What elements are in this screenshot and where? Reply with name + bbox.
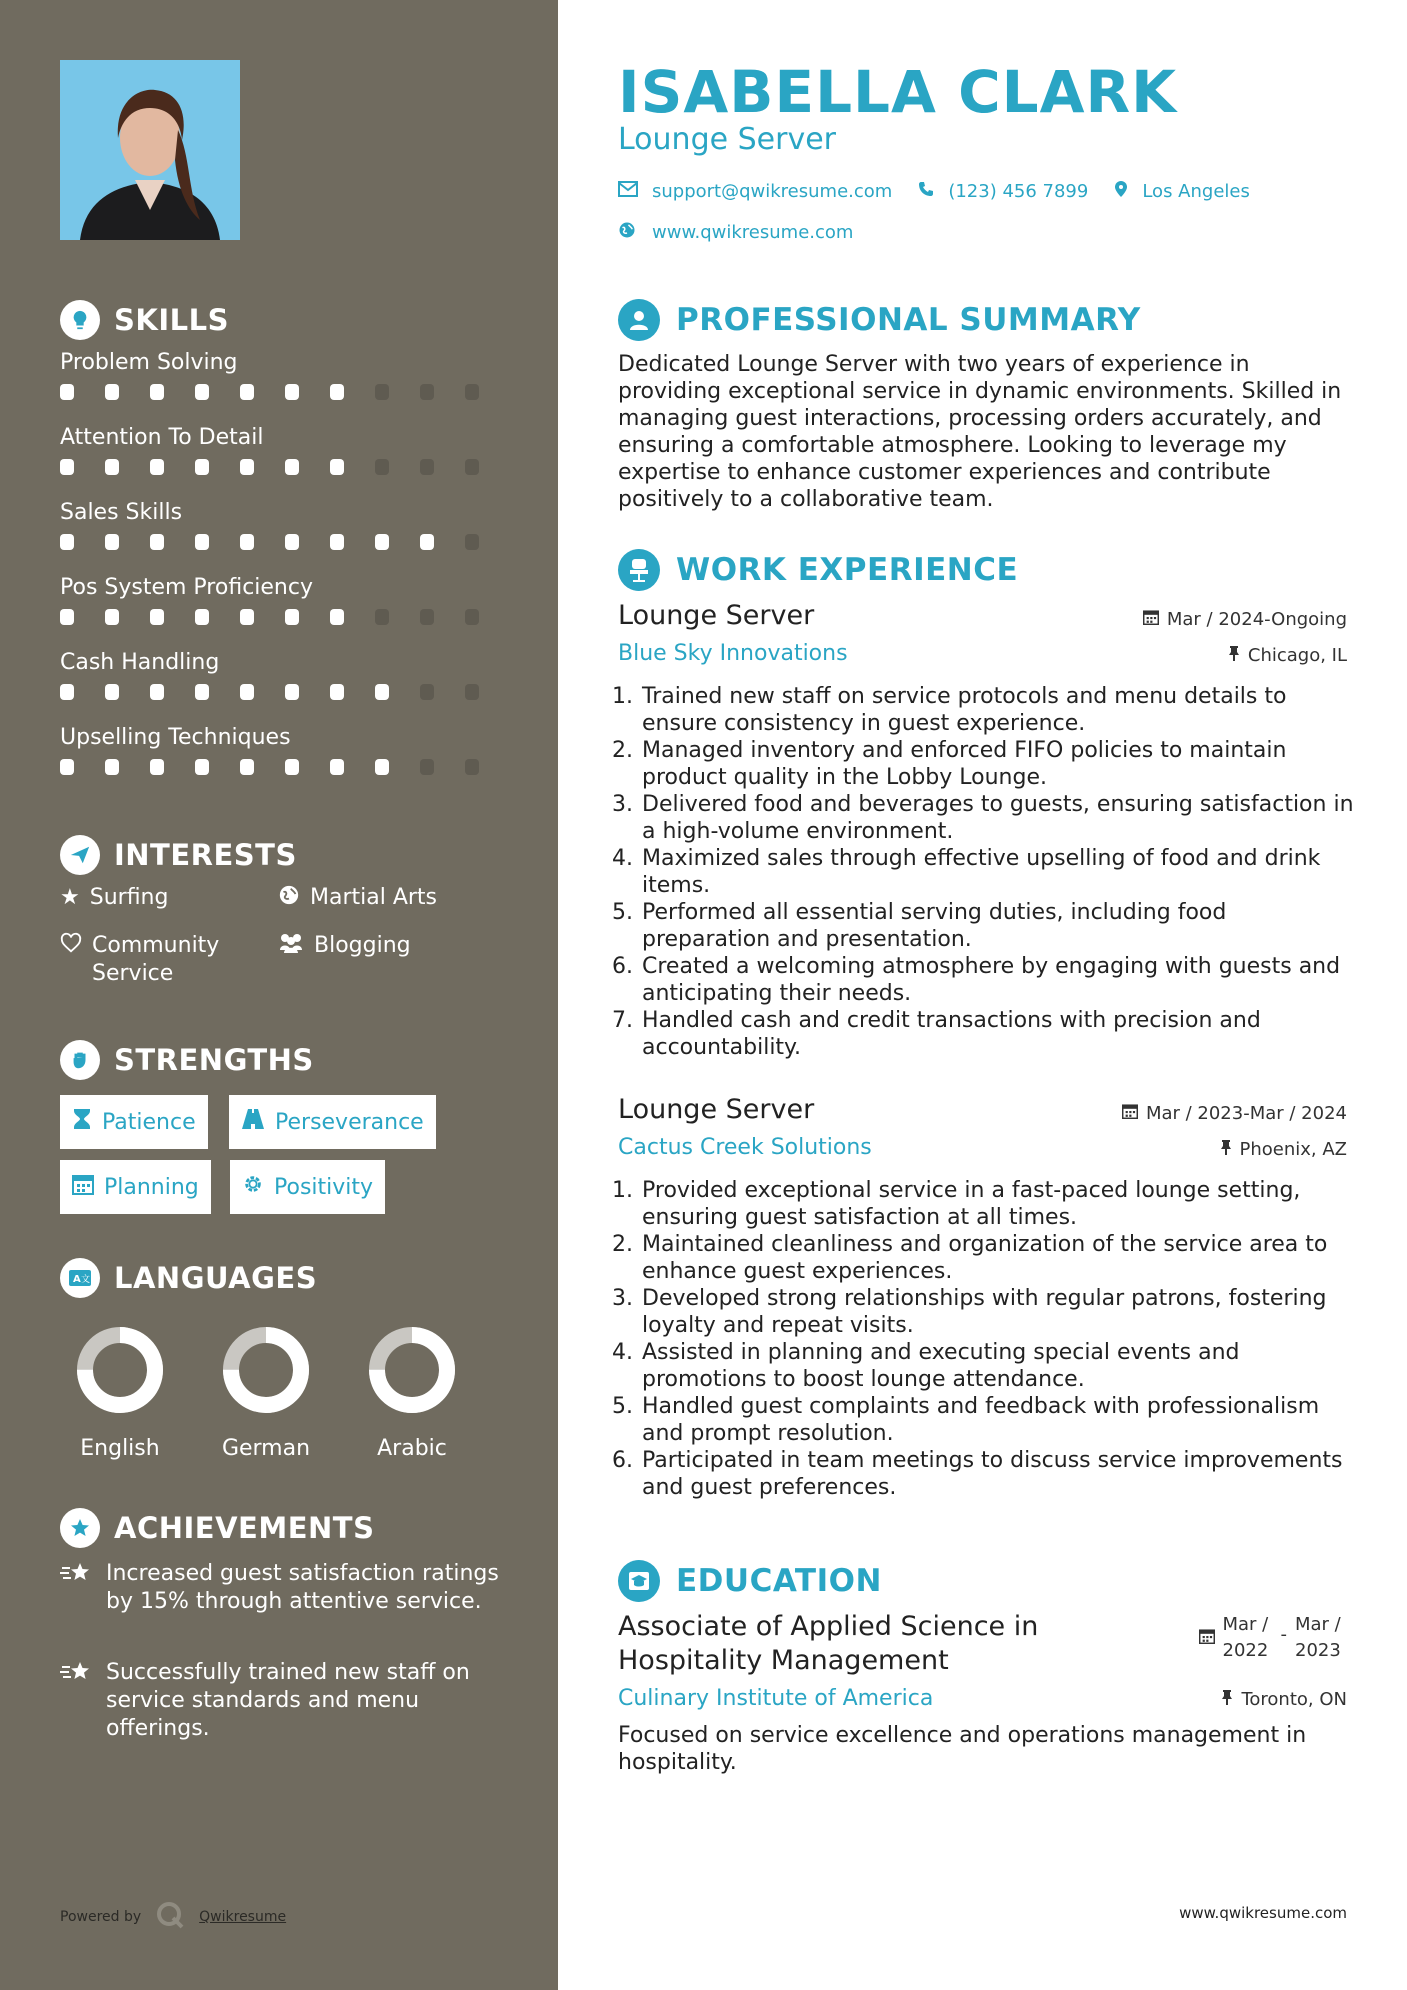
skill-rating-dot [60,609,74,625]
gear-icon [242,1173,264,1201]
powered-by: Powered by Qwikresume [60,1900,286,1934]
skill-rating-dot [285,534,299,550]
skill-rating-dot [240,384,254,400]
education-title: EDUCATION [676,1563,882,1599]
achievements-header [60,1508,374,1548]
duty-item: 5. Performed all essential serving duties, including food preparation and presentation. [640,899,1358,953]
degree-title: Associate of Applied Science in Hospitality Management [618,1611,1039,1676]
achievement-item: Successfully trained new staff on service standards and menu offerings. [60,1659,500,1743]
skill-rating-dot [150,684,164,700]
job-duties-list [618,1177,1358,1501]
duty-item: 3. Delivered food and beverages to guests, ensuring satisfaction in a high-volume environment. [640,791,1358,845]
skill-rating [60,609,510,625]
chair-icon [618,549,660,591]
skill-rating-dot [105,459,119,475]
skill-name: Attention To Detail [60,425,264,450]
skill-rating-dot [195,684,209,700]
language-proficiency-donut [70,1320,170,1420]
language-proficiency-donut [216,1320,316,1420]
language-proficiency-donut [362,1320,462,1420]
skill-rating-dot [105,534,119,550]
experience-header [618,549,1018,591]
skill-rating-dot [150,459,164,475]
duty-item: 5. Handled guest complaints and feedback with professionalism and prompt resolution. [640,1393,1358,1447]
skill-rating-dot [195,759,209,775]
skill-rating-dot [195,459,209,475]
duty-item: 2. Maintained cleanliness and organization of the service area to enhance guest experiences. [640,1231,1358,1285]
website-row [618,221,853,244]
interest-item-surfing: ★ Surfing [60,885,169,910]
skill-rating-dot [105,609,119,625]
skill-rating-dot [285,759,299,775]
skill-rating-dot [60,759,74,775]
skill-rating-dot [420,384,434,400]
skill-name: Problem Solving [60,350,238,375]
strength-patience: Patience [60,1095,208,1149]
duty-item: 6. Created a welcoming atmosphere by engaging with guests and anticipating their needs. [640,953,1358,1007]
skill-rating-dot [375,459,389,475]
interest-item-martial-arts: Martial Arts [278,884,478,914]
job-dates: Mar / 2024-Ongoing [1143,609,1347,630]
job-company: Blue Sky Innovations [618,641,848,666]
languages-header [60,1258,317,1298]
skill-rating-dot [105,684,119,700]
qwikresume-link[interactable]: Qwikresume [199,1909,287,1925]
job-location: Phoenix, AZ [1220,1139,1348,1160]
skill-rating-dot [330,684,344,700]
website-link[interactable]: www.qwikresume.com [652,222,854,243]
footer-url[interactable]: www.qwikresume.com [1179,1904,1347,1922]
pushpin-icon [1228,645,1240,666]
duty-item: 2. Managed inventory and enforced FIFO policies to maintain product quality in the Lobby Lounge. [640,737,1358,791]
skill-rating-dot [465,384,479,400]
skill-name: Pos System Proficiency [60,575,313,600]
main-content [558,0,1407,1990]
summary-text: Dedicated Lounge Server with two years of experience in providing exceptional service in dynamic environments. Skilled in managing guest interactions, processing orders accurately, and ensuring a comfortable atmosphere. Looking to leverage my expertise to enhance customer experiences and contribute positively to a collaborative team. [618,352,1342,512]
language-icon [60,1258,100,1298]
achievements-title: ACHIEVEMENTS [114,1511,375,1545]
skill-item [60,350,510,400]
job-title: Lounge Server [618,1094,815,1125]
school-name: Culinary Institute of America [618,1686,934,1711]
globe-icon [278,884,300,914]
skill-rating-dot [420,459,434,475]
skill-rating-dot [375,759,389,775]
phone-icon [918,181,934,202]
sidebar [0,0,558,1990]
skill-rating-dot [285,384,299,400]
language-item [352,1320,472,1461]
duty-item: 1. Trained new staff on service protocols and menu details to ensure consistency in guest experience. [640,683,1358,737]
languages-title: LANGUAGES [114,1261,318,1295]
experience-title: WORK EXPERIENCE [676,552,1019,588]
interest-item-blogging: Blogging [278,932,478,962]
svg-text:A: A [73,1274,81,1285]
skill-name: Upselling Techniques [60,725,291,750]
calendar-icon [1199,1626,1215,1652]
skill-rating-dot [150,534,164,550]
road-icon [241,1108,265,1136]
shooting-star-icon [60,1560,94,1616]
skill-rating-dot [420,684,434,700]
skill-item [60,500,510,550]
job-location: Chicago, IL [1228,645,1347,666]
skill-rating-dot [195,534,209,550]
skill-rating-dot [330,459,344,475]
skill-name: Sales Skills [60,500,183,525]
pushpin-icon [1221,1689,1233,1710]
calendar-icon [1143,609,1159,630]
language-name: English [80,1436,160,1461]
duty-item: 1. Provided exceptional service in a fast-paced lounge setting, ensuring guest satisfaction at all times. [640,1177,1358,1231]
skill-rating [60,759,510,775]
skill-item [60,725,510,775]
skill-rating-dot [420,609,434,625]
strength-planning: Planning [60,1160,211,1214]
summary-header [618,299,1141,341]
location-text: Los Angeles [1142,181,1250,202]
summary-title: PROFESSIONAL SUMMARY [676,302,1141,338]
skill-rating-dot [465,534,479,550]
skill-rating-dot [420,534,434,550]
interest-item-community-service: Community Service [60,932,260,988]
email-link[interactable]: support@qwikresume.com [652,181,893,202]
language-name: German [221,1436,311,1461]
calendar-icon [1122,1103,1138,1124]
trophy-star-icon [60,1508,100,1548]
skill-rating-dot [420,759,434,775]
skill-rating-dot [330,609,344,625]
duty-item: 7. Handled cash and credit transactions with precision and accountability. [640,1007,1358,1061]
heart-icon [60,932,82,988]
skill-rating-dot [195,384,209,400]
candidate-name: ISABELLA CLARK [618,58,1178,126]
skill-rating-dot [150,609,164,625]
duty-item: 6. Participated in team meetings to discuss service improvements and guest preferences. [640,1447,1358,1501]
skill-item [60,425,510,475]
education-location: Toronto, ON [1221,1689,1347,1710]
envelope-icon [618,181,638,202]
skill-item [60,650,510,700]
shooting-star-icon [60,1659,94,1743]
skill-rating-dot [285,609,299,625]
svg-text:文: 文 [81,1275,91,1285]
job-title: Lounge Server [618,600,815,631]
skill-rating-dot [240,534,254,550]
skill-rating-dot [375,534,389,550]
achievement-item: Increased guest satisfaction ratings by 15% through attentive service. [60,1560,500,1616]
interests-header [60,835,297,875]
skill-rating-dot [195,609,209,625]
globe-icon [618,221,636,244]
users-icon [278,932,304,962]
duty-item: 3. Developed strong relationships with regular patrons, fostering loyalty and repeat visits. [640,1285,1358,1339]
skill-rating [60,684,510,700]
skill-rating-dot [60,459,74,475]
skill-rating-dot [465,684,479,700]
skill-rating-dot [330,534,344,550]
skill-rating [60,459,510,475]
interests-title: INTERESTS [114,838,297,872]
duty-item: 4. Assisted in planning and executing special events and promotions to boost lounge attendance. [640,1339,1358,1393]
skill-rating-dot [240,459,254,475]
skill-rating-dot [240,684,254,700]
skill-rating-dot [150,384,164,400]
skill-rating-dot [465,759,479,775]
skill-rating-dot [285,684,299,700]
job-duties-list [618,683,1358,1061]
language-item [206,1320,326,1461]
profile-photo [60,60,240,240]
fist-icon [60,1040,100,1080]
education-dates: Mar / 2022 - Mar / 2023 [1199,1612,1348,1664]
candidate-role: Lounge Server [618,122,836,157]
skill-rating-dot [60,384,74,400]
phone-text: (123) 456 7899 [948,181,1089,202]
pushpin-icon [1220,1139,1232,1160]
skill-rating-dot [105,384,119,400]
strengths-header [60,1040,314,1080]
skills-title: SKILLS [114,303,229,337]
skill-item [60,575,510,625]
user-icon [618,299,660,341]
skill-rating [60,534,510,550]
skill-rating-dot [330,384,344,400]
language-name: Arabic [377,1436,447,1461]
qwikresume-logo-icon [155,1900,185,1934]
star-icon: ★ [60,885,80,910]
skill-rating-dot [285,459,299,475]
skill-rating-dot [465,609,479,625]
language-item [60,1320,180,1461]
job-company: Cactus Creek Solutions [618,1135,872,1160]
contact-row [618,180,1250,203]
strengths-title: STRENGTHS [114,1043,314,1077]
skills-header [60,300,229,340]
skill-rating-dot [375,609,389,625]
map-pin-icon [1114,180,1128,203]
job-dates: Mar / 2023-Mar / 2024 [1122,1103,1347,1124]
skill-name: Cash Handling [60,650,220,675]
skill-rating-dot [240,759,254,775]
graduation-cap-icon [618,1560,660,1602]
skill-rating-dot [105,759,119,775]
skill-rating-dot [465,459,479,475]
education-header [618,1560,882,1602]
calendar-icon [72,1173,94,1201]
lightbulb-icon [60,300,100,340]
skill-rating-dot [375,384,389,400]
skill-rating-dot [330,759,344,775]
skill-rating-dot [60,534,74,550]
strength-perseverance: Perseverance [229,1095,436,1149]
education-description: Focused on service excellence and operations management in hospitality. [618,1723,1307,1775]
skill-rating-dot [375,684,389,700]
strength-positivity: Positivity [230,1160,385,1214]
paper-plane-icon [60,835,100,875]
skill-rating-dot [60,684,74,700]
skill-rating-dot [150,759,164,775]
skill-rating [60,384,510,400]
hourglass-icon [72,1108,92,1136]
skill-rating-dot [240,609,254,625]
duty-item: 4. Maximized sales through effective upselling of food and drink items. [640,845,1358,899]
